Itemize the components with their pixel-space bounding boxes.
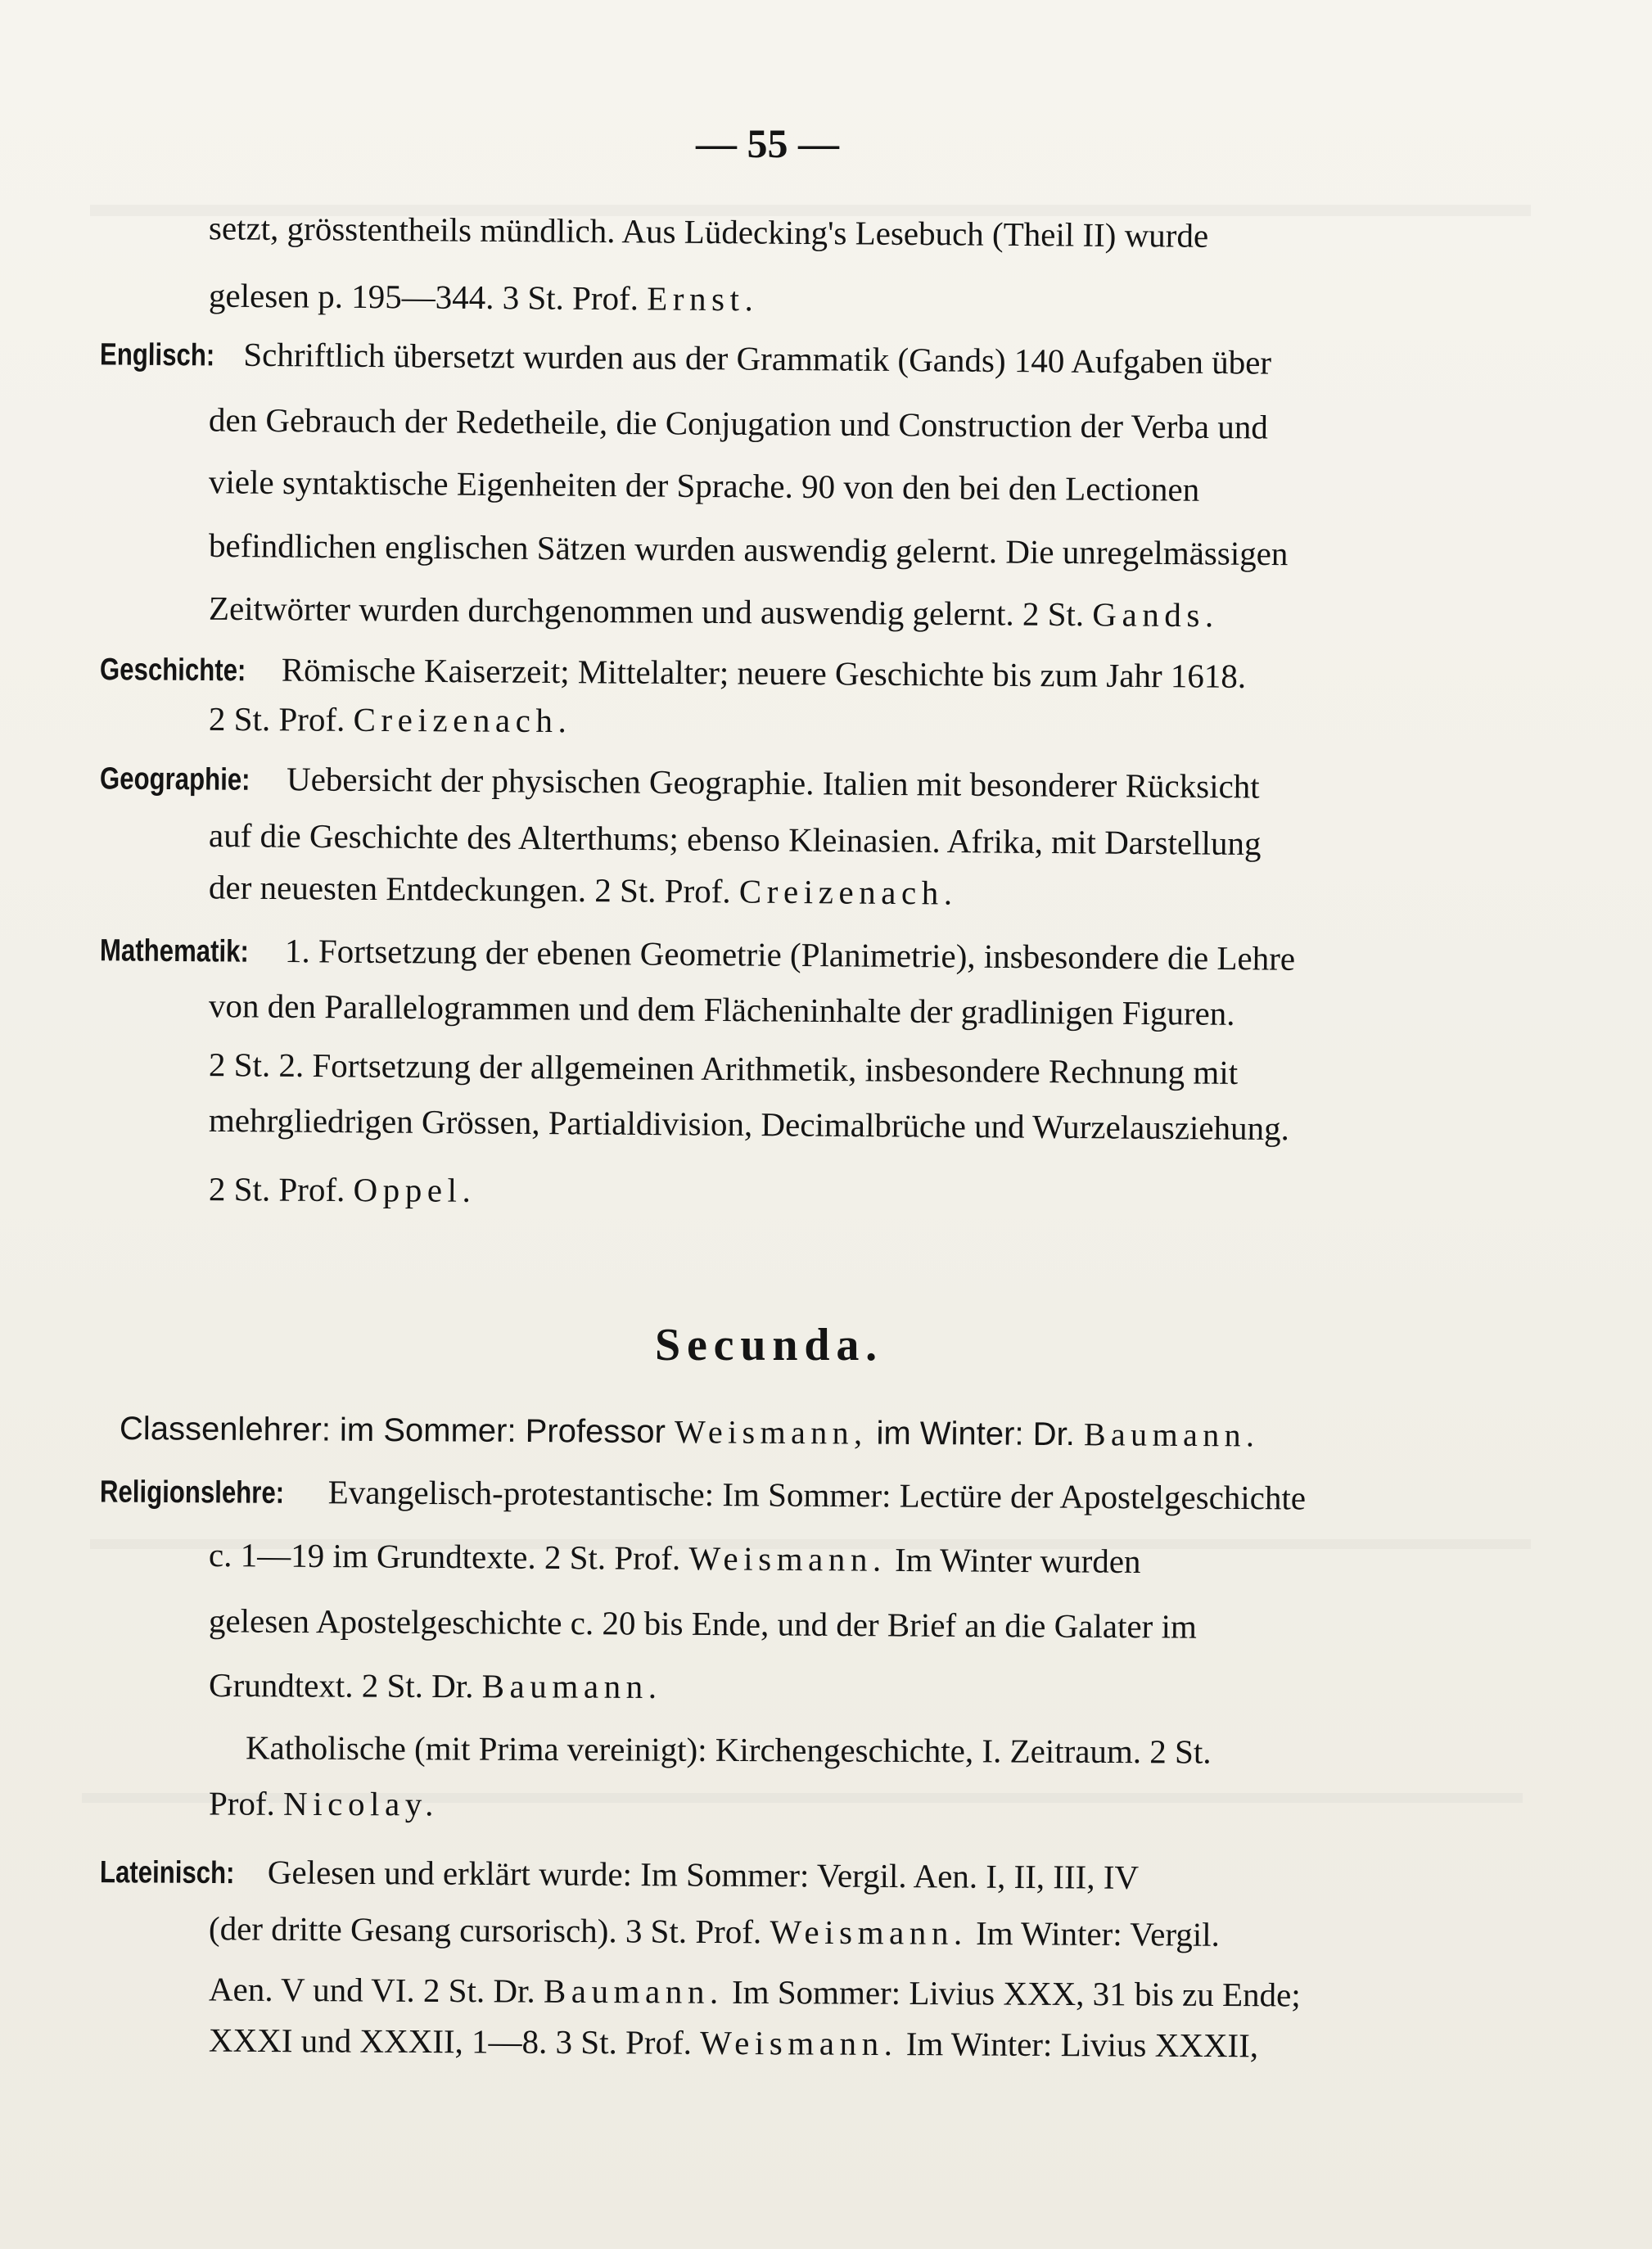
person-name: Baumann. — [1083, 1416, 1260, 1454]
text-line — [209, 1969, 1301, 2016]
text-line — [209, 207, 1209, 256]
line-text: Römische Kaiserzeit; Mittelalter; neuere Geschichte bis zum Jahr 1618. — [281, 650, 1247, 695]
text-line — [209, 866, 958, 913]
person-name: Nicolay. — [283, 1784, 440, 1823]
line-text: Uebersicht der physischen Geographie. Italien mit besonderer Rücksicht — [286, 760, 1260, 806]
subject-line — [100, 1850, 1139, 1899]
text-line — [209, 275, 759, 320]
line-text: 2 St. Prof. — [208, 1170, 345, 1209]
line-text: Gelesen und erklärt wurde: Im Sommer: Vergil. Aen. I, II, III, IV — [267, 1853, 1140, 1896]
line-text: c. 1—19 im Grundtexte. 2 St. Prof. — [208, 1536, 681, 1578]
text-line — [209, 1908, 1220, 1955]
text-line — [209, 1600, 1197, 1646]
text-line — [209, 698, 572, 741]
person-name: Weismann. — [770, 1913, 968, 1952]
line-text: viele syntaktische Eigenheiten der Sprache. 90 von den bei den Lectionen — [208, 463, 1200, 508]
subject-heading-geographie: Geographie: — [99, 761, 251, 797]
line-text: XXXI und XXXII, 1—8. 3 St. Prof. — [208, 2021, 693, 2062]
text-line — [209, 985, 1235, 1034]
person-name: Baumann. — [481, 1667, 662, 1705]
person-name: Oppel. — [353, 1171, 476, 1209]
line-text-after: Im Winter: Livius XXXII, — [905, 2025, 1259, 2065]
line-text-after: Im Winter wurden — [894, 1540, 1141, 1580]
subject-line — [100, 928, 1295, 980]
line-text: Evangelisch-protestantische: Im Sommer: Lectüre der Apostelgeschichte — [327, 1473, 1307, 1517]
page-number: — 55 — — [696, 120, 839, 166]
text-line — [209, 2020, 1258, 2066]
subject-heading-religionslehre: Religionslehre: — [99, 1474, 285, 1511]
line-text: den Gebrauch der Redetheile, die Conjugation und Construction der Verba und — [208, 400, 1268, 446]
line-text: Prof. — [208, 1784, 275, 1822]
subject-heading-lateinisch: Lateinisch: — [99, 1855, 235, 1891]
line-text: befindlichen englischen Sätzen wurden auswendig gelernt. Die unregelmässigen — [208, 526, 1289, 573]
person-name: Creizenach. — [738, 872, 958, 912]
subject-heading-mathematik: Mathematik: — [99, 933, 249, 969]
text-line — [209, 525, 1289, 574]
line-text: Katholische (mit Prima vereinigt): Kirchengeschichte, I. Zeitraum. 2 St. — [245, 1728, 1212, 1771]
section-heading: Secunda. — [655, 1320, 884, 1371]
class-teacher-mid: im Winter: Dr. — [876, 1415, 1075, 1453]
person-name: Weismann, — [674, 1413, 868, 1452]
line-text: mehrgliedrigen Grössen, Partialdivision, Decimalbrüche und Wurzelausziehung. — [208, 1100, 1290, 1148]
line-text: Zeitwörter wurden durchgenommen und auswendig gelernt. 2 St. — [208, 589, 1085, 634]
text-line — [209, 588, 1219, 636]
text-line — [209, 461, 1200, 510]
line-text: (der dritte Gesang cursorisch). 3 St. Prof. — [208, 1909, 762, 1951]
subject-line — [100, 332, 1271, 384]
text-line — [209, 1100, 1289, 1149]
text-line — [209, 815, 1262, 864]
text-line — [209, 1664, 662, 1707]
person-name: Weismann. — [688, 1539, 887, 1578]
text-line — [209, 1044, 1238, 1093]
subject-line — [100, 1470, 1306, 1520]
text-line — [246, 1727, 1212, 1772]
line-text: 2 St. Prof. — [208, 699, 345, 738]
subject-heading-englisch: Englisch: — [99, 337, 215, 373]
line-text: 1. Fortsetzung der ebenen Geometrie (Planimetrie), insbesondere die Lehre — [284, 932, 1296, 978]
subject-line — [100, 756, 1260, 808]
line-text: von den Parallelogrammen und dem Flächeninhalte der gradlinigen Figuren. — [208, 987, 1235, 1032]
text-line — [209, 1534, 1141, 1582]
line-text: setzt, grösstentheils mündlich. Aus Lüdecking's Lesebuch (Theil II) wurde — [208, 209, 1209, 255]
text-line — [209, 399, 1268, 447]
line-text: Schriftlich übersetzt wurden aus der Grammatik (Gands) 140 Aufgaben über — [243, 335, 1272, 382]
person-name: Creizenach. — [353, 700, 572, 740]
text-line — [209, 1168, 476, 1211]
line-text: gelesen p. 195—344. 3 St. Prof. — [208, 276, 639, 318]
line-text-after: Im Sommer: Livius XXX, 31 bis zu Ende; — [731, 1972, 1301, 2014]
line-text: Grundtext. 2 St. Dr. — [208, 1666, 474, 1705]
person-name: Weismann. — [700, 2023, 898, 2063]
class-teacher-prefix: Classenlehrer: im Sommer: Professor — [119, 1411, 666, 1451]
person-name: Baumann. — [543, 1971, 724, 2011]
line-text: der neuesten Entdeckungen. 2 St. Prof. — [208, 868, 731, 910]
line-text: 2 St. 2. Fortsetzung der allgemeinen Arithmetik, insbesondere Rechnung mit — [208, 1045, 1239, 1091]
subject-heading-geschichte: Geschichte: — [99, 653, 246, 689]
line-text-after: Im Winter: Vergil. — [975, 1913, 1221, 1953]
line-text: gelesen Apostelgeschichte c. 20 bis Ende, und der Brief an die Galater im — [208, 1601, 1197, 1646]
line-text: auf die Geschichte des Alterthums; ebenso Kleinasien. Afrika, mit Darstellung — [208, 815, 1262, 863]
text-line — [209, 1783, 439, 1825]
line-text: Aen. V und VI. 2 St. Dr. — [208, 1970, 535, 2010]
person-name: Gands. — [1092, 595, 1219, 635]
person-name: Ernst. — [647, 279, 759, 318]
subject-line — [100, 648, 1246, 698]
class-teacher-line — [120, 1408, 1260, 1456]
